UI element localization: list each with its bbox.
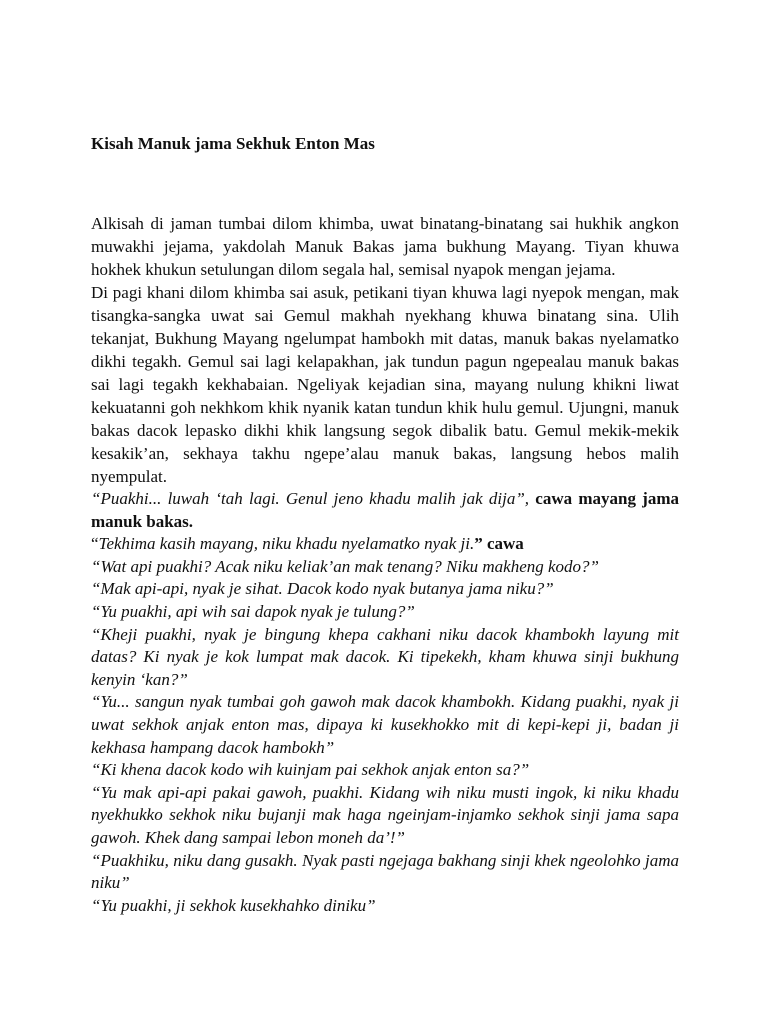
dialogue-line: “Kheji puakhi, nyak je bingung khepa cakhani niku dacok khambokh layung mit datas? Ki nyak je kok lumpat mak dacok. Ki tipekekh, kham khuwa sinji bukhung kenyin ‘kan?” [91, 624, 679, 689]
dialogue-line: “Puakhiku, niku dang gusakh. Nyak pasti ngejaga bakhang sinji khek ngeolohko jama niku” [91, 850, 679, 893]
story-title: Kisah Manuk jama Sekhuk Enton Mas [91, 134, 375, 153]
dialogue-quote: Tekhima kasih mayang, niku khadu nyelamatko nyak ji. [98, 534, 475, 554]
dialogue-tag: cawa mayang jama manuk bakas. [91, 489, 679, 531]
close-quote-mark: ” [474, 534, 483, 554]
dialogue-line [91, 533, 679, 556]
paragraph-incident: Di pagi khani dilom khimba sai asuk, petikani tiyan khuwa lagi nyepok mengan, mak tisangka-sangka uwat sai Gemul makhah nyekhang khuwa binatang sina. Ulih tekanjat, Bukhung Mayang ngelumpat hambokh mit datas, manuk bakas nyelamatko dikhi tegakh. Gemul sai lagi kelapakhan, jak tundun pagun ngepealau manuk bakas sai lagi tegakh kekhabaian. Ngeliyak kejadian sina, mayang nulung khikni liwat kekuatanni goh nekhkom khik nyanik katan tundun khik hulu gemul. Ujungni, manuk bakas dacok lepasko dikhi khik langsung segok dibalik batu. Gemul mekik-mekik kesakik’an, sekhaya takhu ngepe’alau manuk bakas, langsung hebos malih nyempulat. [91, 283, 679, 486]
paragraph-intro: Alkisah di jaman tumbai dilom khimba, uwat binatang-binatang sai hukhik angkon muwakhi jejama, yakdolah Manuk Bakas jama bukhung Mayang. Tiyan khuwa hokhek khukun setulungan dilom segala hal, semisal nyapok mengan jejama. [91, 214, 679, 279]
dialogue-quote: “Puakhi... luwah ‘tah lagi. Genul jeno khadu malih jak dija”, [91, 489, 530, 508]
dialogue-line: “Wat api puakhi? Acak niku keliak’an mak tenang? Niku makheng kodo?” [91, 556, 600, 576]
dialogue-line: “Yu mak api-api pakai gawoh, puakhi. Kidang wih niku musti ingok, ki niku khadu nyekhukko sekhok niku bujanji mak haga ngeinjam-injamko sekhok sinji jama sapa gawoh. Khek dang sampai lebon moneh da’!” [91, 782, 679, 847]
dialogue-line: “Yu puakhi, ji sekhok kusekhahko diniku” [91, 895, 376, 915]
dialogue-line: “Yu... sangun nyak tumbai goh gawoh mak dacok khambokh. Kidang puakhi, nyak ji uwat sekhok anjak enton mas, dipaya ki kusekhokko mit di kepi-kepi ji, badan ji kekhasa hampang dacok hambokh” [91, 692, 679, 757]
story-body [91, 212, 679, 917]
open-quote-mark: “ [91, 534, 99, 554]
dialogue-line: “Yu puakhi, api wih sai dapok nyak je tulung?” [91, 601, 415, 621]
dialogue-line: “Mak api-api, nyak je sihat. Dacok kodo nyak butanya jama niku?” [91, 579, 554, 599]
dialogue-line [91, 488, 679, 533]
dialogue-line: “Ki khena dacok kodo wih kuinjam pai sekhok anjak enton sa?” [91, 760, 530, 780]
dialogue-tag: cawa [482, 534, 524, 554]
